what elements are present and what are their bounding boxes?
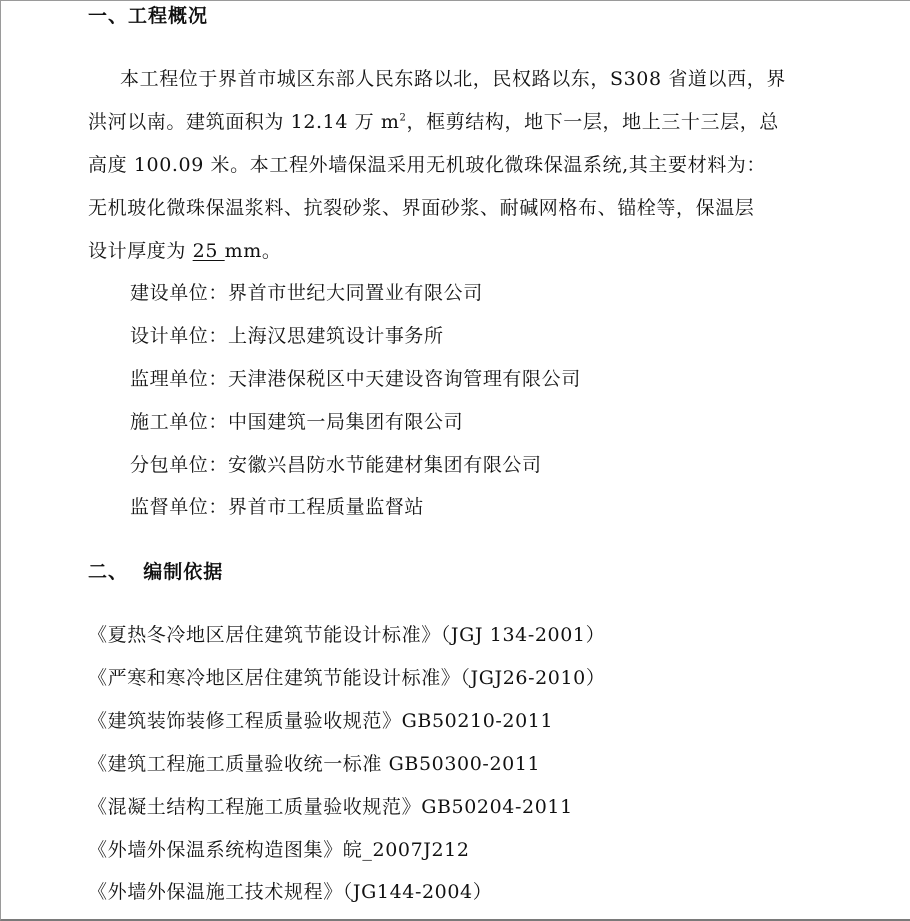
unit-row-design [130,323,444,349]
reference-item: 《外墙外保温系统构造图集》皖_2007J212 [88,839,470,861]
unit-value: 中国建筑一局集团有限公司 [228,411,464,433]
unit-label: 监督单位： [130,496,229,518]
reference-item: 《建筑装饰装修工程质量验收规范》GB50210-2011 [88,710,554,732]
reference-item: 《混凝土结构工程施工质量验收规范》GB50204-2011 [88,796,573,818]
unit-row-monitor [130,494,424,520]
reference-item: 《严寒和寒冷地区居住建筑节能设计标准》（JGJ26-2010） [88,667,606,689]
overview-line-1: 本工程位于界首市城区东部人民东路以北，民权路以东，S308 省道以西，界 [120,68,786,90]
unit-value: 界首市世纪大同置业有限公司 [228,282,483,304]
unit-value: 上海汉思建筑设计事务所 [228,325,444,347]
area-unit-superscript: 2 [399,112,407,124]
unit-label: 设计单位： [130,325,229,347]
overview-line-5b: mm。 [224,240,282,262]
overview-line-2a: 洪河以南。建筑面积为 12.14 万 m [88,111,400,133]
overview-line-2b: ，框剪结构，地下一层，地上三十三层，总 [406,111,779,133]
reference-item: 《外墙外保温施工技术规程》（JG144-2004） [88,881,493,903]
unit-label: 监理单位： [130,368,229,390]
unit-value: 界首市工程质量监督站 [228,496,425,518]
overview-line-3: 高度 100.09 米。本工程外墙保温采用无机玻化微珠保温系统,其主要材料为： [88,154,767,176]
unit-value: 安徽兴昌防水节能建材集团有限公司 [228,454,542,476]
unit-label: 建设单位： [130,282,229,304]
overview-line-5a: 设计厚度为 [88,240,193,262]
unit-row-construction [130,280,483,306]
overview-line-4: 无机玻化微珠保温浆料、抗裂砂浆、界面砂浆、耐碱网格布、锚栓等，保温层 [88,197,755,219]
section1-heading: 一、工程概况 [88,5,209,27]
section2-heading: 二、 编制依据 [88,561,224,583]
thickness-value: 25 [192,240,225,262]
reference-item: 《夏热冬冷地区居住建筑节能设计标准》（JGJ 134-2001） [88,624,606,646]
overview-line-5 [88,238,282,264]
unit-label: 施工单位： [130,411,229,433]
overview-line-2 [88,109,779,135]
unit-row-subcontractor [130,452,542,478]
unit-value: 天津港保税区中天建设咨询管理有限公司 [228,368,581,390]
unit-row-supervision [130,366,581,392]
unit-row-contractor [130,409,463,435]
unit-label: 分包单位： [130,454,229,476]
reference-item: 《建筑工程施工质量验收统一标准 GB50300-2011 [88,753,541,775]
